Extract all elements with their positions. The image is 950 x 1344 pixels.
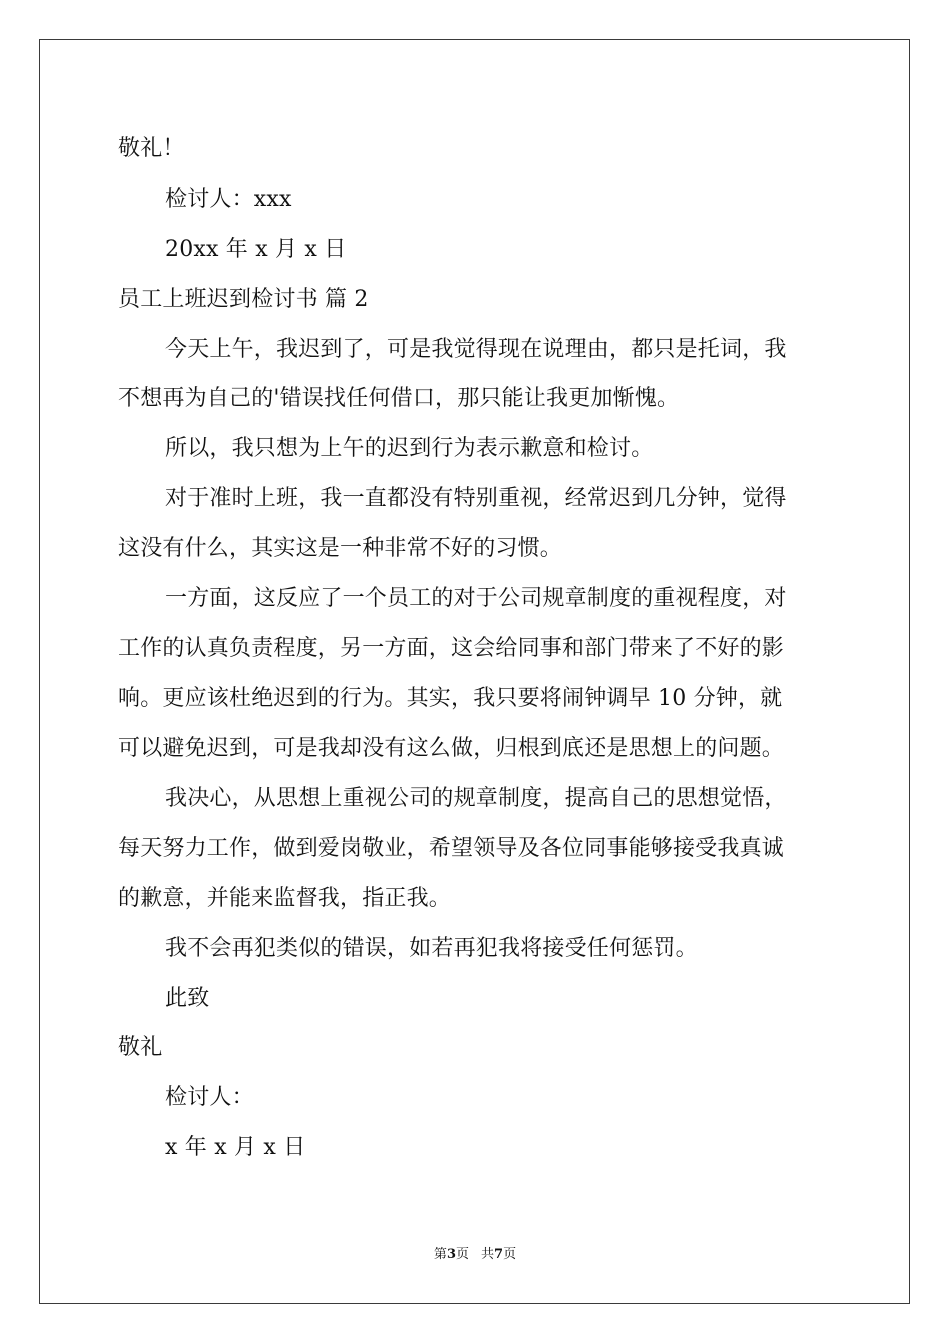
body-line: 一方面，这反应了一个员工的对于公司规章制度的重视程度，对 [165,586,787,611]
closing: 敬礼 [118,1035,163,1060]
signer-top: 检讨人：xxx [165,187,292,212]
page-prefix: 第 [433,1247,447,1262]
date: x 年 x 月 x 日 [165,1135,306,1160]
body-line: 对于准时上班，我一直都没有特别重视，经常迟到几分钟，觉得 [165,486,787,511]
total-suffix: 页 [503,1247,517,1262]
body-line: 每天努力工作，做到爱岗敬业，希望领导及各位同事能够接受我真诚 [118,836,785,861]
section-title: 员工上班迟到检讨书 篇 2 [118,287,369,312]
closing-top: 敬礼！ [118,136,185,161]
body-line: 不想再为自己的'错误找任何借口，那只能让我更加惭愧。 [118,386,680,411]
body-line: 响。更应该杜绝迟到的行为。其实，我只要将闹钟调早 10 分钟，就 [118,686,783,711]
body-line: 可以避免迟到，可是我却没有这么做，归根到底还是思想上的问题。 [118,736,785,761]
body-line: 我不会再犯类似的错误，如若再犯我将接受任何惩罚。 [165,936,698,961]
total-pages: 7 [494,1247,504,1262]
salutation: 此致 [165,986,210,1011]
body-line: 今天上午，我迟到了，可是我觉得现在说理由，都只是托词，我 [165,337,787,362]
page-border [39,39,910,1304]
body-line: 这没有什么，其实这是一种非常不好的习惯。 [118,536,563,561]
signer: 检讨人： [165,1085,254,1110]
page-suffix: 页 [455,1247,469,1262]
page-footer [0,1246,950,1264]
total-prefix: 共 [481,1247,495,1262]
body-line: 工作的认真负责程度，另一方面，这会给同事和部门带来了不好的影 [118,636,785,661]
page-number: 3 [446,1247,456,1262]
body-line: 所以，我只想为上午的迟到行为表示歉意和检讨。 [165,436,654,461]
body-line: 我决心，从思想上重视公司的规章制度，提高自己的思想觉悟， [165,786,787,811]
body-line: 的歉意，并能来监督我，指正我。 [118,886,452,911]
date-top: 20xx 年 x 月 x 日 [165,237,347,262]
